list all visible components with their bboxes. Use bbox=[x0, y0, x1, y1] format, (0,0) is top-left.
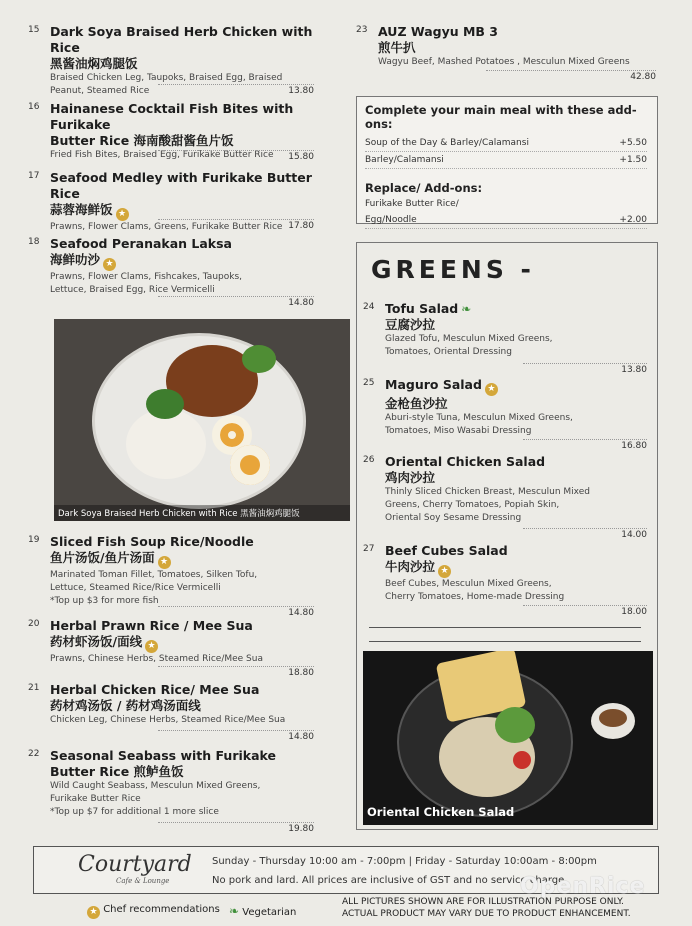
menu-item-25 bbox=[363, 377, 651, 451]
item-number: 26 bbox=[363, 455, 375, 465]
item-name: Sliced Fish Soup Rice/Noodle bbox=[50, 534, 254, 549]
item-chinese-name: 黑酱油焖鸡腿饭 bbox=[50, 56, 138, 71]
item-description: Tomatoes, Miso Wasabi Dressing bbox=[385, 426, 532, 436]
menu-item-17 bbox=[28, 170, 318, 234]
item-chinese-name: 蒜蓉海鲜饭 bbox=[50, 202, 113, 217]
replace-title: Replace/ Add-ons: bbox=[365, 181, 483, 195]
item-number: 24 bbox=[363, 302, 375, 312]
item-chinese-name: 豆腐沙拉 bbox=[385, 317, 436, 332]
item-description: Lettuce, Braised Egg, Rice Vermicelli bbox=[50, 285, 215, 295]
item-description: Beef Cubes, Mesculun Mixed Greens, bbox=[385, 579, 552, 589]
divider bbox=[369, 627, 641, 628]
item-price: 18.00 bbox=[523, 605, 647, 617]
addon-price: +1.50 bbox=[619, 155, 647, 165]
chef-star-icon: ★ bbox=[116, 208, 129, 221]
item-description: Peanut, Steamed Rice bbox=[50, 86, 150, 96]
item-description: Braised Chicken Leg, Taupoks, Braised Egg, Braised bbox=[50, 73, 283, 83]
item-number: 23 bbox=[356, 25, 368, 35]
item-chinese-name: Butter Rice 煎鲈鱼饭 bbox=[50, 764, 184, 779]
item-number: 17 bbox=[28, 171, 40, 181]
item-price: 17.80 bbox=[158, 219, 314, 231]
item-description: Fried Fish Bites, Braised Egg, Furikake Butter Rice bbox=[50, 150, 274, 160]
item-name: Dark Soya Braised Herb Chicken with Rice bbox=[50, 24, 313, 55]
item-price: 14.00 bbox=[523, 528, 647, 540]
addon-label: Egg/Noodle bbox=[365, 215, 417, 225]
chef-star-icon: ★ bbox=[145, 640, 158, 653]
menu-item-22 bbox=[28, 748, 318, 834]
addon-label: Barley/Calamansi bbox=[365, 155, 444, 165]
item-name: Hainanese Cocktail Fish Bites with Furikake bbox=[50, 101, 294, 132]
item-name: Seafood Medley with Furikake Butter Rice bbox=[50, 170, 312, 201]
item-name: Maguro Salad bbox=[385, 377, 482, 392]
opening-hours: Sunday - Thursday 10:00 am - 7:00pm | Friday - Saturday 10:00am - 8:00pm bbox=[212, 856, 597, 867]
menu-item-23 bbox=[356, 24, 660, 82]
item-price: 14.80 bbox=[158, 730, 314, 742]
item-chinese-name: 煎牛扒 bbox=[378, 40, 416, 55]
item-chinese-name: 海鲜叻沙 bbox=[50, 252, 101, 267]
item-chinese-name: 金枪鱼沙拉 bbox=[385, 396, 448, 411]
item-description: Oriental Soy Sesame Dressing bbox=[385, 513, 522, 523]
openrice-watermark: OpenRice bbox=[520, 874, 646, 899]
addon-price: +5.50 bbox=[619, 138, 647, 148]
item-description: Cherry Tomatoes, Home-made Dressing bbox=[385, 592, 565, 602]
item-name: Herbal Prawn Rice / Mee Sua bbox=[50, 618, 253, 633]
legend-vegetarian-label: Vegetarian bbox=[242, 907, 297, 918]
addon-label: Soup of the Day & Barley/Calamansi bbox=[365, 138, 529, 148]
egg-shape bbox=[230, 445, 270, 485]
legend-vegetarian bbox=[226, 904, 296, 918]
vegetarian-leaf-icon: ❧ bbox=[461, 302, 472, 316]
menu-item-16 bbox=[28, 101, 318, 162]
item-chinese-name: 药材虾汤饭/面线 bbox=[50, 634, 143, 649]
chef-star-icon: ★ bbox=[87, 906, 100, 919]
menu-item-18 bbox=[28, 236, 318, 308]
item-name: Seafood Peranakan Laksa bbox=[50, 236, 232, 251]
item-description: Wild Caught Seabass, Mesculun Mixed Greens, bbox=[50, 781, 261, 791]
item-number: 16 bbox=[28, 102, 40, 112]
menu-item-15 bbox=[28, 24, 318, 98]
item-price: 13.80 bbox=[523, 363, 647, 375]
item-description: Wagyu Beef, Mashed Potatoes , Mesculun Mixed Greens bbox=[378, 57, 630, 67]
item-chinese-name: 牛肉沙拉 bbox=[385, 559, 436, 574]
greens-shape bbox=[242, 345, 276, 373]
legend-chef-label: Chef recommendations bbox=[103, 904, 220, 915]
tomato-shape bbox=[513, 751, 531, 769]
item-price: 42.80 bbox=[486, 70, 656, 82]
item-name: Tofu Salad bbox=[385, 301, 459, 316]
item-description: Prawns, Chinese Herbs, Steamed Rice/Mee Sua bbox=[50, 654, 263, 664]
item-name: AUZ Wagyu MB 3 bbox=[378, 24, 498, 39]
legend-chef bbox=[84, 904, 220, 919]
addons-title: Complete your main meal with these add-ons: bbox=[365, 103, 637, 131]
menu-item-21 bbox=[28, 682, 318, 742]
pricing-note: No pork and lard. All prices are inclusive of GST and no service charge. bbox=[212, 875, 568, 886]
menu-item-24 bbox=[363, 301, 651, 375]
chef-star-icon: ★ bbox=[158, 556, 171, 569]
item-chinese-name: 鸡肉沙拉 bbox=[385, 470, 436, 485]
addon-row bbox=[365, 135, 647, 152]
item-price: 18.80 bbox=[158, 666, 314, 678]
item-description: Lettuce, Steamed Rice/Rice Vermicelli bbox=[50, 583, 221, 593]
item-description: Marinated Toman Fillet, Tomatoes, Silken Tofu, bbox=[50, 570, 258, 580]
item-price: 13.80 bbox=[158, 84, 314, 96]
photo-caption: Dark Soya Braised Herb Chicken with Rice 黑酱油焖鸡腿饭 bbox=[54, 505, 350, 521]
addons-box bbox=[356, 96, 658, 224]
addon-row bbox=[365, 152, 647, 169]
item-description: Aburi-style Tuna, Mesculun Mixed Greens, bbox=[385, 413, 573, 423]
addon-row bbox=[365, 212, 647, 229]
logo-subtitle: Cafe & Lounge bbox=[116, 877, 170, 885]
item-description: Tomatoes, Oriental Dressing bbox=[385, 347, 512, 357]
item-price: 15.80 bbox=[158, 150, 314, 162]
chef-star-icon: ★ bbox=[438, 565, 451, 578]
menu-item-27 bbox=[363, 543, 651, 617]
item-number: 25 bbox=[363, 378, 375, 388]
replace-line: Furikake Butter Rice/ bbox=[365, 199, 459, 209]
dish-photo bbox=[54, 319, 350, 521]
item-number: 22 bbox=[28, 749, 40, 759]
rice-shape bbox=[126, 409, 206, 479]
item-chinese-name: 鱼片汤饭/鱼片汤面 bbox=[50, 550, 155, 565]
disclaimer bbox=[342, 896, 631, 920]
item-description: Glazed Tofu, Mesculun Mixed Greens, bbox=[385, 334, 553, 344]
item-description: *Top up $3 for more fish bbox=[50, 596, 159, 606]
item-chinese-name: Butter Rice 海南酸甜酱鱼片饭 bbox=[50, 133, 234, 148]
courtyard-logo: Courtyard bbox=[78, 852, 192, 877]
greens-box bbox=[356, 242, 658, 830]
item-number: 15 bbox=[28, 25, 40, 35]
item-name: Beef Cubes Salad bbox=[385, 543, 508, 558]
menu-item-26 bbox=[363, 454, 651, 540]
salad-photo bbox=[363, 651, 653, 825]
item-description: Chicken Leg, Chinese Herbs, Steamed Rice/Mee Sua bbox=[50, 715, 286, 725]
item-chinese-name: 药材鸡汤饭 / 药材鸡汤面线 bbox=[50, 698, 201, 713]
item-number: 21 bbox=[28, 683, 40, 693]
item-description: Greens, Cherry Tomatoes, Popiah Skin, bbox=[385, 500, 560, 510]
item-number: 20 bbox=[28, 619, 40, 629]
item-name: Oriental Chicken Salad bbox=[385, 454, 546, 469]
item-description: Prawns, Flower Clams, Greens, Furikake Butter Rice bbox=[50, 222, 283, 232]
disclaimer-line: ACTUAL PRODUCT MAY VARY DUE TO PRODUCT ENHANCEMENT. bbox=[342, 909, 631, 919]
menu-item-20 bbox=[28, 618, 318, 678]
item-description: Thinly Sliced Chicken Breast, Mesculun Mixed bbox=[385, 487, 590, 497]
item-number: 27 bbox=[363, 544, 375, 554]
item-description: Prawns, Flower Clams, Fishcakes, Taupoks, bbox=[50, 272, 243, 282]
divider bbox=[369, 641, 641, 642]
item-name: Seasonal Seabass with Furikake bbox=[50, 748, 276, 763]
chef-star-icon: ★ bbox=[103, 258, 116, 271]
photo-caption: Oriental Chicken Salad bbox=[367, 805, 515, 819]
item-number: 18 bbox=[28, 237, 40, 247]
item-price: 14.80 bbox=[158, 606, 314, 618]
greens-shape bbox=[495, 707, 535, 743]
item-price: 16.80 bbox=[523, 439, 647, 451]
vegetarian-leaf-icon: ❧ bbox=[229, 904, 240, 918]
sauce-shape bbox=[599, 709, 627, 727]
item-name: Herbal Chicken Rice/ Mee Sua bbox=[50, 682, 260, 697]
chef-star-icon: ★ bbox=[485, 383, 498, 396]
item-number: 19 bbox=[28, 535, 40, 545]
item-price: 19.80 bbox=[158, 822, 314, 834]
item-description: *Top up $7 for additional 1 more slice bbox=[50, 807, 219, 817]
greens-shape bbox=[146, 389, 184, 419]
item-price: 14.80 bbox=[158, 296, 314, 308]
menu-item-19 bbox=[28, 534, 318, 618]
item-description: Furikake Butter Rice bbox=[50, 794, 141, 804]
greens-title: GREENS - bbox=[371, 255, 535, 284]
disclaimer-line: ALL PICTURES SHOWN ARE FOR ILLUSTRATION PURPOSE ONLY. bbox=[342, 897, 624, 907]
addon-price: +2.00 bbox=[619, 215, 647, 225]
